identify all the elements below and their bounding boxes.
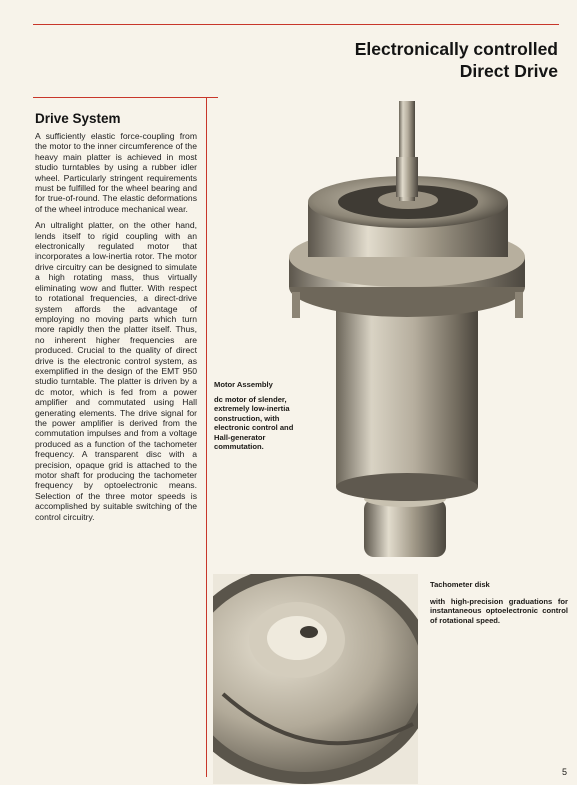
motor-assembly-illustration — [218, 97, 566, 565]
body-paragraph-1: A sufficiently elastic force-coupling from the motor to the inner circumference of the heavy main platter is achieved in most studio turntables by using a rubber idler wheel. Particularly stringent requirements must be fulfilled for the wheel bearing and for true-of-round. The elastic deformations of the wheel introduce mechanical wear. — [35, 131, 197, 214]
motor-assembly-photo — [218, 97, 566, 565]
title-line-2: Direct Drive — [459, 61, 558, 81]
title-line-1: Electronically controlled — [354, 39, 558, 59]
top-rule — [33, 24, 559, 25]
page-title — [355, 38, 558, 82]
tachometer-caption-title: Tachometer disk — [430, 580, 490, 589]
body-text-column — [35, 131, 197, 528]
tachometer-disk-illustration — [213, 574, 418, 784]
motor-caption-title: Motor Assembly — [214, 380, 273, 389]
body-paragraph-2: An ultralight platter, on the other hand, lends itself to rigid coupling with an electronically regulated motor that incorporates a low-inertia rotor. The motor drive circuitry can be designed to simulate a high rotating mass, thus virtually eliminating wow and flutter. With respect to rotational frequencies, a direct-drive system affords the advantage of employing no moving parts which turn more rapidly then the platter itself. Thus, no inherent higher frequencies are produced. Crucial to the quality of direct drive is the electronic control system, as exemplified in the design of the EMT 950 studio turntable. The platter is driven by a dc motor, which is fed from a power amplifier and commutated using Hall generating elements. The drive signal for the power amplifier is derived from the commutation impulses and from a voltage produced as a function of the tachometer frequency. A transparent disc with a precision, opaque grid is attached to the motor shaft for producing the tachometer frequency by optoelectronic means. Selection of the three motor speeds is accomplished by suitable switching of the control circuitry. — [35, 220, 197, 522]
column-divider — [206, 97, 207, 777]
page-number: 5 — [561, 767, 567, 777]
tachometer-caption-text: with high-precision graduations for instantaneous optoelectronic control of rotational speed. — [430, 597, 568, 625]
tachometer-disk-photo — [213, 574, 418, 784]
section-heading: Drive System — [35, 111, 121, 126]
motor-caption-text: dc motor of slender, extremely low-inertia construction, with electronic control and Hall-generator commutation. — [214, 395, 294, 452]
